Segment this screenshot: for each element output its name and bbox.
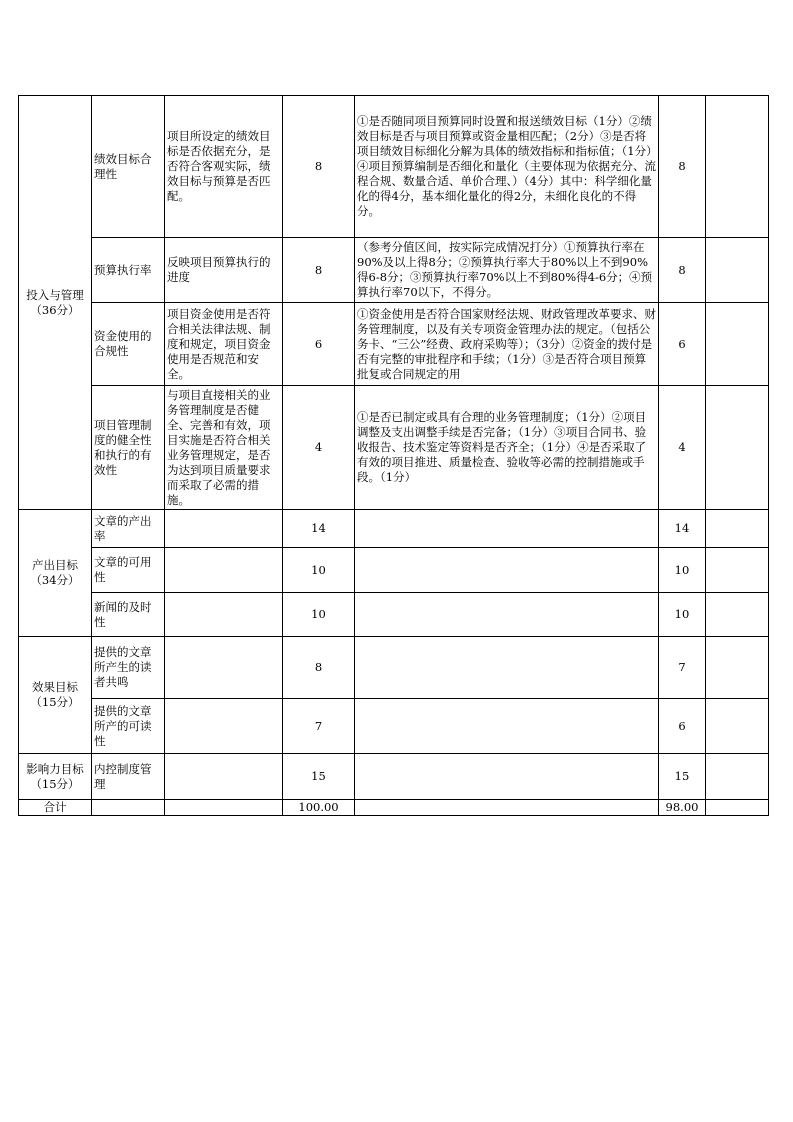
criteria-cell <box>355 548 659 593</box>
performance-score-table <box>18 95 769 816</box>
weight-cell: 8 <box>283 238 355 303</box>
weight-cell: 4 <box>283 386 355 510</box>
criteria-cell <box>355 510 659 548</box>
table-row <box>19 548 769 593</box>
criteria-cell: ①是否随同项目预算同时设置和报送绩效目标（1分）②绩效目标是否与项目预算或资金量相匹配；（2分）③是否将项目绩效目标细化分解为具体的绩效指标和指标值；（1分）④项目预算编制是否细化和量化（主要体现为依据充分、流程合规、数量合适、单价合理、）（4分）其中：科学细化量化的得4分，基本细化量化的得2分，未细化良化的不得分。 <box>355 96 659 238</box>
total-row <box>19 800 769 816</box>
empty-cell <box>355 800 659 816</box>
table-row <box>19 510 769 548</box>
indicator-cell: 提供的文章所产生的读者共鸣 <box>92 637 165 699</box>
score-cell: 7 <box>659 637 706 699</box>
indicator-cell: 文章的可用性 <box>92 548 165 593</box>
description-cell <box>165 510 283 548</box>
weight-cell: 8 <box>283 637 355 699</box>
indicator-cell: 绩效目标合理性 <box>92 96 165 238</box>
table-row <box>19 699 769 754</box>
description-cell: 项目所设定的绩效目标是否依据充分，是否符合客观实际，绩效目标与预算是否匹配。 <box>165 96 283 238</box>
score-cell: 6 <box>659 303 706 386</box>
score-cell: 8 <box>659 238 706 303</box>
description-cell <box>165 548 283 593</box>
empty-cell <box>706 800 769 816</box>
table-row <box>19 637 769 699</box>
weight-cell: 6 <box>283 303 355 386</box>
table-row <box>19 593 769 637</box>
table-row <box>19 303 769 386</box>
description-cell: 项目资金使用是否符合相关法律法规、制度和规定，项目资金使用是否规范和安全。 <box>165 303 283 386</box>
indicator-cell: 内控制度管理 <box>92 754 165 800</box>
category-cell: 投入与管理（36分） <box>19 96 92 510</box>
total-label: 合计 <box>19 800 92 816</box>
score-cell: 6 <box>659 699 706 754</box>
note-cell <box>706 637 769 699</box>
indicator-cell: 新闻的及时性 <box>92 593 165 637</box>
score-cell: 10 <box>659 593 706 637</box>
description-cell <box>165 699 283 754</box>
weight-cell: 15 <box>283 754 355 800</box>
note-cell <box>706 699 769 754</box>
criteria-cell <box>355 754 659 800</box>
weight-cell: 14 <box>283 510 355 548</box>
criteria-cell: （参考分值区间，按实际完成情况打分）①预算执行率在90%及以上得8分；②预算执行率大于80%以上不到90%得6-8分；③预算执行率70%以上不到80%得4-6分；④预算执行率70以下，不得分。 <box>355 238 659 303</box>
note-cell <box>706 96 769 238</box>
indicator-cell: 预算执行率 <box>92 238 165 303</box>
note-cell <box>706 548 769 593</box>
score-cell: 10 <box>659 548 706 593</box>
criteria-cell <box>355 699 659 754</box>
weight-cell: 7 <box>283 699 355 754</box>
table-row <box>19 754 769 800</box>
table-row <box>19 238 769 303</box>
indicator-cell: 提供的文章所产的可读性 <box>92 699 165 754</box>
weight-cell: 8 <box>283 96 355 238</box>
table-row <box>19 96 769 238</box>
description-cell: 反映项目预算执行的进度 <box>165 238 283 303</box>
indicator-cell: 文章的产出率 <box>92 510 165 548</box>
description-cell <box>165 637 283 699</box>
criteria-cell: ①资金使用是否符合国家财经法规、财政管理改革要求、财务管理制度，以及有关专项资金管理办法的规定。（包括公务卡、“三公”经费、政府采购等）；（3分）②资金的拨付是否有完整的审批程序和手续；（1分）③是否符合项目预算批复或合同规定的用 <box>355 303 659 386</box>
description-cell <box>165 593 283 637</box>
indicator-cell: 项目管理制度的健全性和执行的有效性 <box>92 386 165 510</box>
score-cell: 15 <box>659 754 706 800</box>
description-cell: 与项目直接相关的业务管理制度是否健全、完善和有效，项目实施是否符合相关业务管理规定，是否为达到项目质量要求而采取了必需的措施。 <box>165 386 283 510</box>
score-cell: 14 <box>659 510 706 548</box>
table-row <box>19 386 769 510</box>
category-cell: 影响力目标（15分） <box>19 754 92 800</box>
total-weight: 100.00 <box>283 800 355 816</box>
score-cell: 4 <box>659 386 706 510</box>
criteria-cell: ①是否已制定或具有合理的业务管理制度；（1分）②项目调整及支出调整手续是否完备；（1分）③项目合同书、验收报告、技术鉴定等资料是否齐全；（1分）④是否采取了有效的项目推进、质量检查、验收等必需的控制措施或手段。（1分） <box>355 386 659 510</box>
category-cell: 产出目标（34分） <box>19 510 92 637</box>
total-score: 98.00 <box>659 800 706 816</box>
description-cell <box>165 754 283 800</box>
empty-cell <box>92 800 165 816</box>
note-cell <box>706 386 769 510</box>
note-cell <box>706 238 769 303</box>
score-cell: 8 <box>659 96 706 238</box>
weight-cell: 10 <box>283 548 355 593</box>
note-cell <box>706 510 769 548</box>
indicator-cell: 资金使用的合规性 <box>92 303 165 386</box>
note-cell <box>706 754 769 800</box>
note-cell <box>706 593 769 637</box>
weight-cell: 10 <box>283 593 355 637</box>
criteria-cell <box>355 593 659 637</box>
empty-cell <box>165 800 283 816</box>
note-cell <box>706 303 769 386</box>
category-cell: 效果目标（15分） <box>19 637 92 754</box>
criteria-cell <box>355 637 659 699</box>
